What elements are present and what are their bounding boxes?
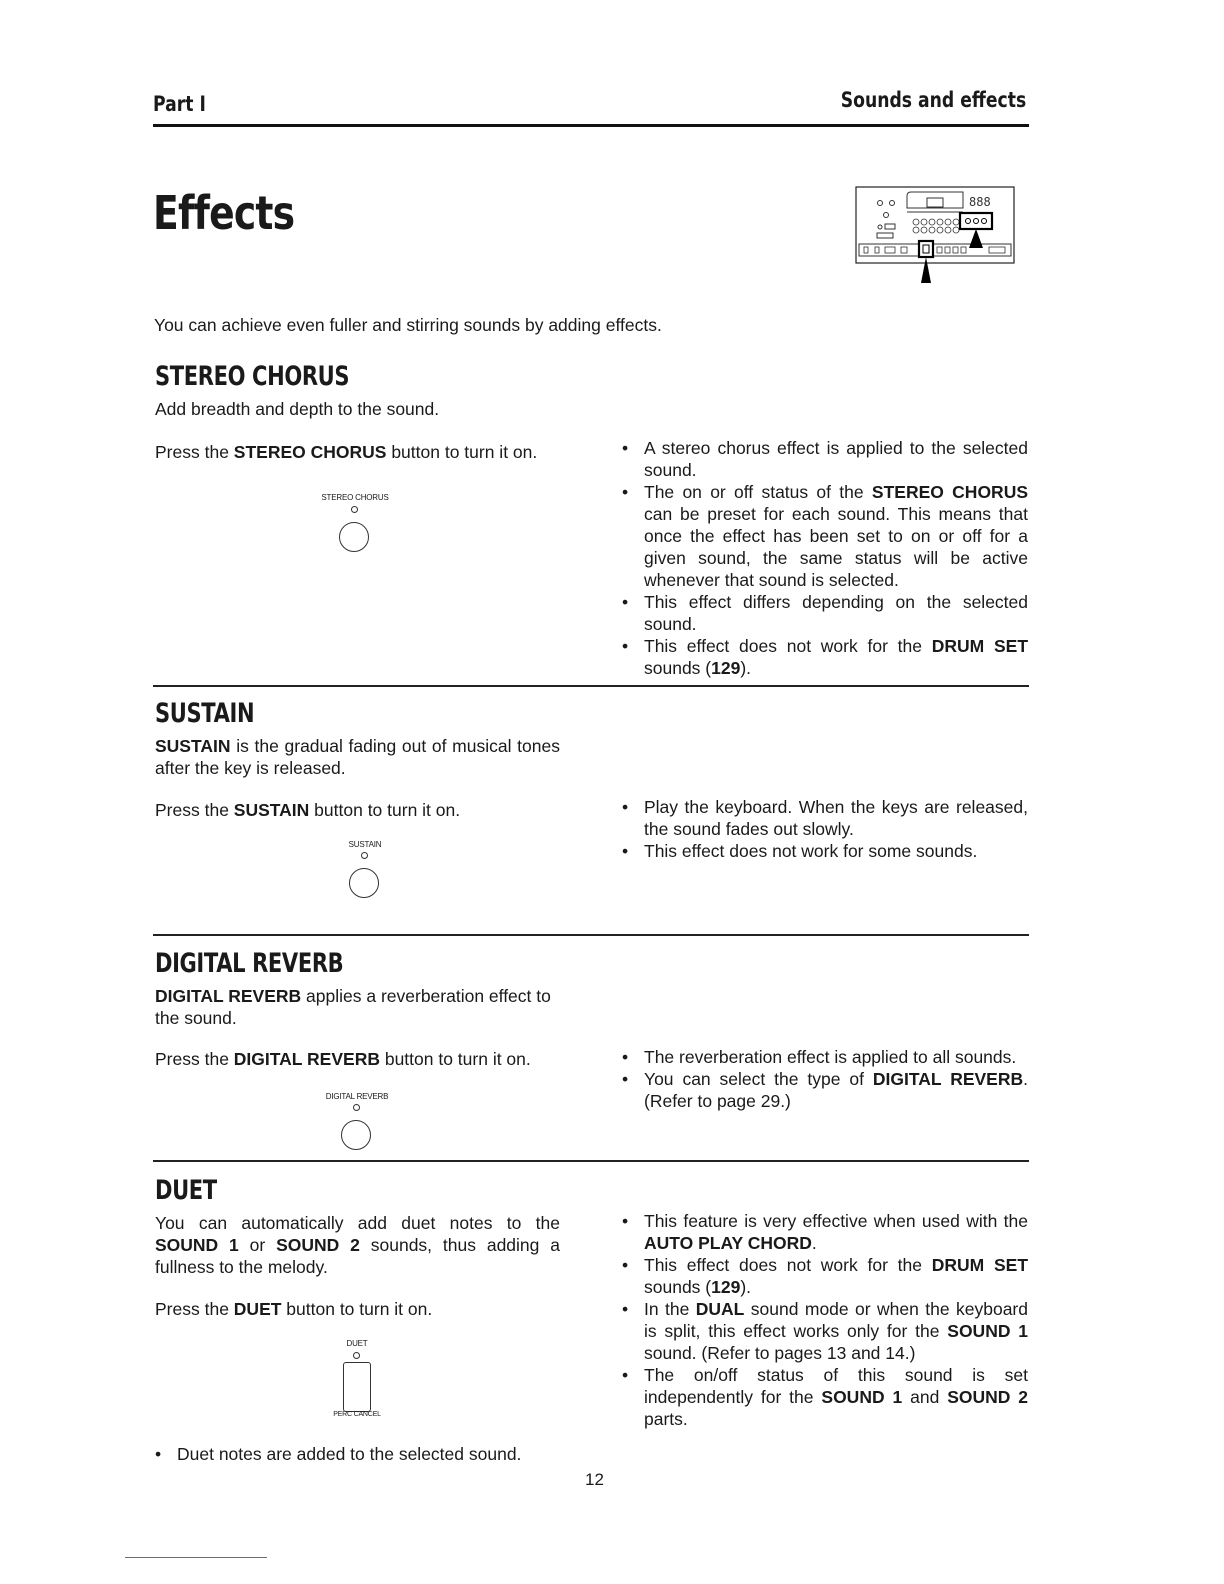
header-rule bbox=[153, 124, 1029, 127]
digital-reverb-led-icon bbox=[353, 1104, 360, 1111]
digital-reverb-button-label: DIGITAL REVERB bbox=[325, 1092, 389, 1101]
stereo-chorus-button-label: STEREO CHORUS bbox=[321, 493, 389, 502]
section-divider bbox=[153, 685, 1029, 687]
stereo-chorus-heading: STEREO CHORUS bbox=[155, 361, 350, 392]
duet-heading: DUET bbox=[155, 1175, 217, 1206]
section-label: Sounds and effects bbox=[840, 88, 1026, 112]
sustain-notes bbox=[622, 796, 1028, 862]
duet-button-sublabel: PERC CANCEL bbox=[333, 1411, 381, 1418]
duet-note bbox=[155, 1443, 575, 1465]
list-item: • The on/off status of this sound is set independently for the SOUND 1 and SOUND 2 parts. bbox=[622, 1364, 1028, 1430]
duet-led-icon bbox=[353, 1352, 360, 1359]
list-item: • A stereo chorus effect is applied to the selected sound. bbox=[622, 437, 1028, 481]
digital-reverb-button[interactable] bbox=[341, 1120, 371, 1150]
duet-desc: You can automatically add duet notes to the SOUND 1 or SOUND 2 sounds, thus adding a fullness to the melody. bbox=[155, 1213, 560, 1277]
list-item: • The on or off status of the STEREO CHORUS can be preset for each sound. This means that once the effect has been set to on or off for a given sound, the same status will be active whenever that sound is selected. bbox=[622, 481, 1028, 591]
list-item: • You can select the type of DIGITAL REVERB. (Refer to page 29.) bbox=[622, 1068, 1028, 1112]
stereo-chorus-instruction: Press the STEREO CHORUS button to turn it on. bbox=[155, 442, 538, 462]
sustain-button-label: SUSTAIN bbox=[348, 840, 382, 849]
panel-diagram-icon bbox=[855, 186, 1015, 286]
digital-reverb-heading: DIGITAL REVERB bbox=[155, 948, 344, 979]
duet-notes bbox=[622, 1210, 1028, 1430]
footer-rule bbox=[125, 1557, 267, 1558]
stereo-chorus-desc: Add breadth and depth to the sound. bbox=[155, 399, 440, 419]
sustain-button[interactable] bbox=[349, 868, 379, 898]
sustain-instruction: Press the SUSTAIN button to turn it on. bbox=[155, 800, 461, 820]
sustain-desc: SUSTAIN is the gradual fading out of musical tones after the key is released. bbox=[155, 736, 560, 778]
section-divider bbox=[153, 1160, 1029, 1162]
list-item: • This effect does not work for some sounds. bbox=[622, 840, 1028, 862]
digital-reverb-notes bbox=[622, 1046, 1028, 1112]
list-item: • This effect differs depending on the selected sound. bbox=[622, 591, 1028, 635]
list-item: • This effect does not work for the DRUM SET sounds (129). bbox=[622, 1254, 1028, 1298]
list-item: • Play the keyboard. When the keys are released, the sound fades out slowly. bbox=[622, 796, 1028, 840]
duet-button[interactable] bbox=[343, 1362, 371, 1412]
digital-reverb-instruction: Press the DIGITAL REVERB button to turn it on. bbox=[155, 1049, 531, 1069]
stereo-chorus-button[interactable] bbox=[339, 522, 369, 552]
page-title: Effects bbox=[153, 186, 295, 240]
section-divider bbox=[153, 934, 1029, 936]
duet-instruction: Press the DUET button to turn it on. bbox=[155, 1299, 433, 1319]
page-number: 12 bbox=[585, 1470, 604, 1489]
part-label: Part I bbox=[153, 92, 206, 116]
list-item: • Duet notes are added to the selected sound. bbox=[155, 1443, 575, 1465]
list-item: • This effect does not work for the DRUM SET sounds (129). bbox=[622, 635, 1028, 679]
list-item: • In the DUAL sound mode or when the keyboard is split, this effect works only for the SOUND 1 sound. (Refer to pages 13 and 14.) bbox=[622, 1298, 1028, 1364]
stereo-chorus-led-icon bbox=[351, 506, 358, 513]
list-item: • This feature is very effective when used with the AUTO PLAY CHORD. bbox=[622, 1210, 1028, 1254]
svg-text:888: 888 bbox=[969, 195, 991, 209]
duet-button-label: DUET bbox=[346, 1339, 368, 1348]
sustain-heading: SUSTAIN bbox=[155, 698, 255, 729]
digital-reverb-desc: DIGITAL REVERB applies a reverberation effect to the sound. bbox=[155, 986, 551, 1028]
stereo-chorus-notes bbox=[622, 437, 1028, 679]
sustain-led-icon bbox=[361, 852, 368, 859]
intro-text: You can achieve even fuller and stirring sounds by adding effects. bbox=[154, 315, 662, 335]
list-item: • The reverberation effect is applied to all sounds. bbox=[622, 1046, 1028, 1068]
